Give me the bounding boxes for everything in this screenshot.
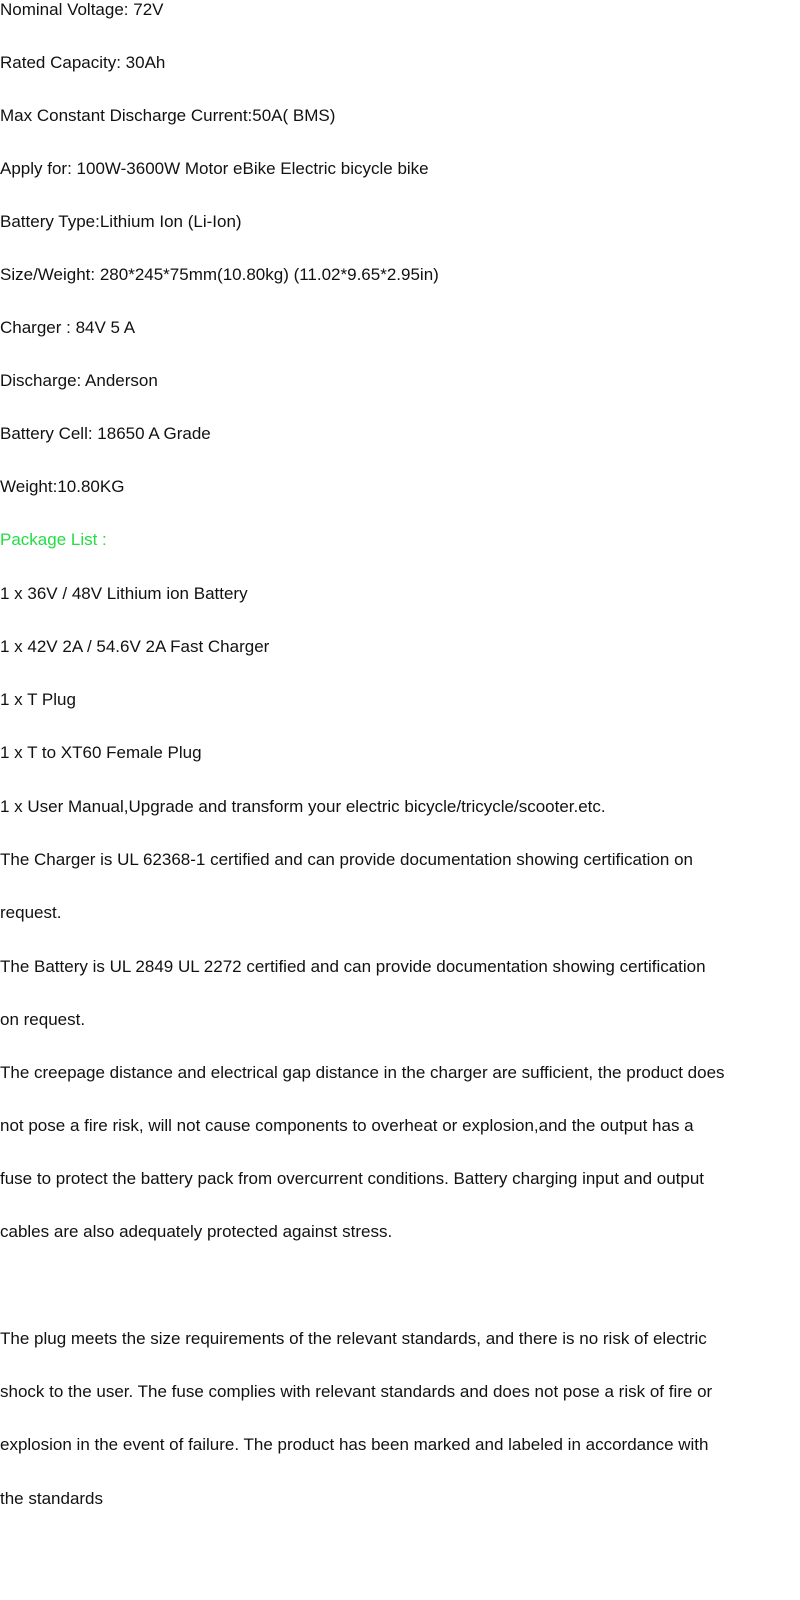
spec-battery-cell: Battery Cell: 18650 A Grade bbox=[0, 424, 211, 443]
creepage-paragraph-line: The creepage distance and electrical gap distance in the charger are sufficient, the product does bbox=[0, 1063, 725, 1082]
creepage-paragraph-line: fuse to protect the battery pack from overcurrent conditions. Battery charging input and output bbox=[0, 1169, 705, 1188]
spec-weight: Weight:10.80KG bbox=[0, 477, 125, 496]
battery-certification-line: The Battery is UL 2849 UL 2272 certified and can provide documentation showing certification bbox=[0, 957, 706, 976]
package-item: 1 x T Plug bbox=[0, 690, 76, 709]
spec-nominal-voltage: Nominal Voltage: 72V bbox=[0, 0, 164, 19]
spec-charger: Charger : 84V 5 A bbox=[0, 318, 136, 337]
spec-apply-for: Apply for: 100W-3600W Motor eBike Electric bicycle bike bbox=[0, 159, 429, 178]
package-item: 1 x 36V / 48V Lithium ion Battery bbox=[0, 584, 248, 603]
package-list-heading: Package List : bbox=[0, 530, 107, 549]
charger-certification-line: The Charger is UL 62368-1 certified and can provide documentation showing certification on bbox=[0, 850, 693, 869]
charger-certification-line: request. bbox=[0, 903, 62, 922]
plug-paragraph-line: explosion in the event of failure. The product has been marked and labeled in accordance with bbox=[0, 1435, 709, 1454]
package-item: 1 x User Manual,Upgrade and transform your electric bicycle/tricycle/scooter.etc. bbox=[0, 797, 606, 816]
spec-max-discharge-current: Max Constant Discharge Current:50A( BMS) bbox=[0, 106, 336, 125]
plug-paragraph-line: shock to the user. The fuse complies with relevant standards and does not pose a risk of fire or bbox=[0, 1382, 713, 1401]
creepage-paragraph-line: cables are also adequately protected against stress. bbox=[0, 1222, 393, 1241]
plug-paragraph-line: The plug meets the size requirements of the relevant standards, and there is no risk of electric bbox=[0, 1329, 707, 1348]
spec-rated-capacity: Rated Capacity: 30Ah bbox=[0, 53, 166, 72]
plug-paragraph-line: the standards bbox=[0, 1489, 104, 1508]
creepage-paragraph-line: not pose a fire risk, will not cause components to overheat or explosion,and the output has a bbox=[0, 1116, 694, 1135]
package-item: 1 x T to XT60 Female Plug bbox=[0, 743, 202, 762]
battery-certification-line: on request. bbox=[0, 1010, 86, 1029]
package-item: 1 x 42V 2A / 54.6V 2A Fast Charger bbox=[0, 637, 270, 656]
spec-discharge: Discharge: Anderson bbox=[0, 371, 158, 390]
spec-battery-type: Battery Type:Lithium Ion (Li-Ion) bbox=[0, 212, 242, 231]
spec-size-weight: Size/Weight: 280*245*75mm(10.80kg) (11.02*9.65*2.95in) bbox=[0, 265, 439, 284]
